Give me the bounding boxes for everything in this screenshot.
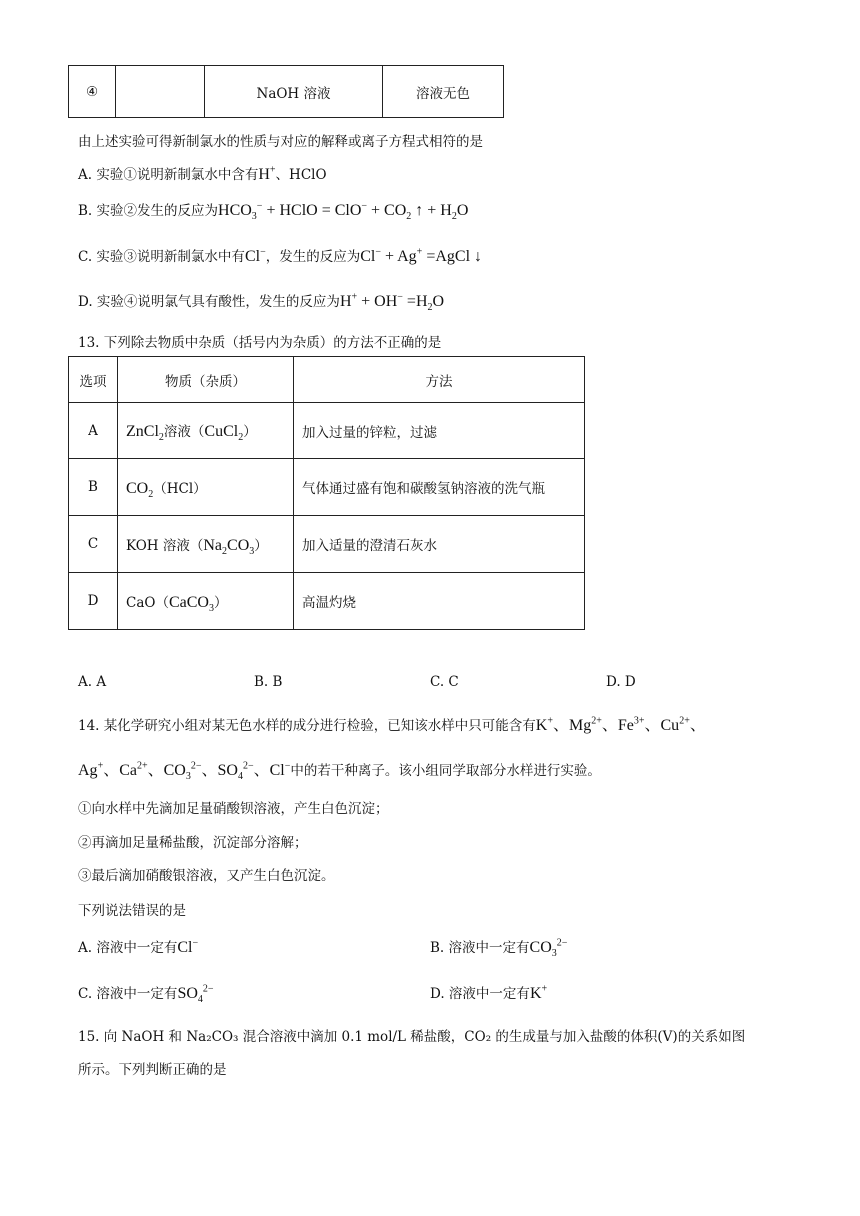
q13-row-b-method: 气体通过盛有饱和碳酸氢钠溶液的洗气瓶 bbox=[294, 459, 585, 516]
q14-step-2: ②再滴加足量稀盐酸，沉淀部分溶解； bbox=[78, 835, 308, 851]
q13-header-option: 选项 bbox=[69, 357, 118, 403]
reagent-cell: NaOH 溶液 bbox=[205, 66, 383, 118]
q13-row-a-substance: ZnCl$_2$溶液（CuCl$_2$） bbox=[118, 403, 294, 459]
q13-stem: 13. 下列除去物质中杂质（括号内为杂质）的方法不正确的是 bbox=[78, 335, 442, 351]
q12-c-mid: ，发生的反应为 bbox=[265, 249, 361, 265]
q13-header-substance: 物质（杂质） bbox=[118, 357, 294, 403]
q12-a-tail: 、HClO bbox=[275, 167, 327, 183]
q12-a-formula: H+ bbox=[258, 164, 276, 183]
q12-c-equation: Cl− + Ag+ =AgCl ↓ bbox=[360, 246, 483, 265]
q14-stem2-tail: 中的若干种离子。该小组同学取部分水样进行实验。 bbox=[290, 763, 601, 779]
q14-ions-line2: Ag+、$Ca^{2+}$、$CO_3^{2-}$、$SO_4^{2-}$、Cl− bbox=[78, 760, 291, 783]
q12-c-text: C. 实验③说明新制氯水中有 bbox=[78, 249, 245, 265]
q14-choice-b-text: B. 溶液中一定有 bbox=[430, 940, 530, 956]
empty-cell bbox=[116, 66, 205, 118]
q13-choice-b: B. B bbox=[254, 674, 283, 690]
q13-row-b-substance: $CO_2(HCl)$ bbox=[118, 459, 294, 516]
q15-line-2: 所示。下列判断正确的是 bbox=[78, 1062, 227, 1078]
phenomenon-cell: 溶液无色 bbox=[383, 66, 504, 118]
q14-stem-line2 bbox=[78, 757, 601, 783]
q12-a-text: A. 实验①说明新制氯水中含有 bbox=[78, 167, 259, 183]
q14-choice-c bbox=[78, 982, 214, 1006]
q12-option-c bbox=[78, 245, 482, 266]
q14-question: 下列说法错误的是 bbox=[78, 903, 186, 919]
q12-stem: 由上述实验可得新制氯水的性质与对应的解释或离子方程式相符的是 bbox=[78, 134, 483, 150]
q14-choice-b bbox=[430, 936, 568, 960]
q14-choice-b-ion: $CO_3^{2-}$ bbox=[529, 937, 568, 960]
q13-table bbox=[68, 356, 585, 630]
q13-choice-a: A. A bbox=[78, 674, 107, 690]
q14-stem1-text: 14. 某化学研究小组对某无色水样的成分进行检验，已知该水样中只可能含有 bbox=[78, 718, 536, 734]
q12-d-equation: $H^+ + OH^- =H_2O$ bbox=[339, 291, 445, 314]
q14-choice-d bbox=[430, 982, 547, 1003]
q13-choice-c: C. C bbox=[430, 674, 459, 690]
q12-b-equation: $HCO_3^-$ + HClO = $ClO^- + CO_2$ ↑ + $H_2O$ bbox=[218, 200, 469, 223]
row-number-cell: ④ bbox=[69, 66, 116, 118]
q13-choice-d: D. D bbox=[606, 674, 636, 690]
q14-choice-a-ion: Cl− bbox=[177, 937, 199, 956]
q13-row-c-method: 加入适量的澄清石灰水 bbox=[294, 516, 585, 573]
q14-ions-line1: K+、$Mg^{2+}$、$Fe^{3+}$、$Cu^{2+}$、 bbox=[535, 715, 706, 734]
q12-c-ion: Cl− bbox=[244, 246, 266, 265]
q12-option-d bbox=[78, 290, 445, 314]
q13-header-method: 方法 bbox=[294, 357, 585, 403]
q12-b-text: B. 实验②发生的反应为 bbox=[78, 203, 219, 219]
q14-step-3: ③最后滴加硝酸银溶液，又产生白色沉淀。 bbox=[78, 868, 335, 884]
q13-row-a-method: 加入过量的锌粒，过滤 bbox=[294, 403, 585, 459]
q12-option-a bbox=[78, 163, 327, 184]
q14-choice-a-text: A. 溶液中一定有 bbox=[78, 940, 178, 956]
q13-row-c-option: C bbox=[69, 516, 118, 573]
q14-choice-d-text: D. 溶液中一定有 bbox=[430, 986, 530, 1002]
q14-step-1: ①向水样中先滴加足量硝酸钡溶液，产生白色沉淀； bbox=[78, 801, 389, 817]
q13-row-b-option: B bbox=[69, 459, 118, 516]
q14-choice-c-ion: $SO_4^{2-}$ bbox=[177, 983, 214, 1006]
q13-row-d-method: 高温灼烧 bbox=[294, 573, 585, 630]
q13-row-d-option: D bbox=[69, 573, 118, 630]
q12-d-text: D. 实验④说明氯气具有酸性，发生的反应为 bbox=[78, 294, 340, 310]
q13-row-a-option: A bbox=[69, 403, 118, 459]
q14-choice-d-ion: K+ bbox=[529, 983, 548, 1002]
q14-choice-a bbox=[78, 936, 198, 957]
q14-choice-c-text: C. 溶液中一定有 bbox=[78, 986, 178, 1002]
q15-line-1: 15. 向 NaOH 和 Na₂CO₃ 混合溶液中滴加 0.1 mol/L 稀盐酸，CO₂ 的生成量与加入盐酸的体积(V)的关系如图 bbox=[78, 1029, 746, 1045]
q13-row-d-substance: CaO（CaCO$_3$） bbox=[118, 573, 294, 630]
q14-stem-line1 bbox=[78, 712, 706, 735]
q13-row-c-substance: KOH 溶液$(Na_2CO_3)$ bbox=[118, 516, 294, 573]
q12-option-b bbox=[78, 199, 469, 223]
experiment-table-row4 bbox=[68, 65, 504, 118]
